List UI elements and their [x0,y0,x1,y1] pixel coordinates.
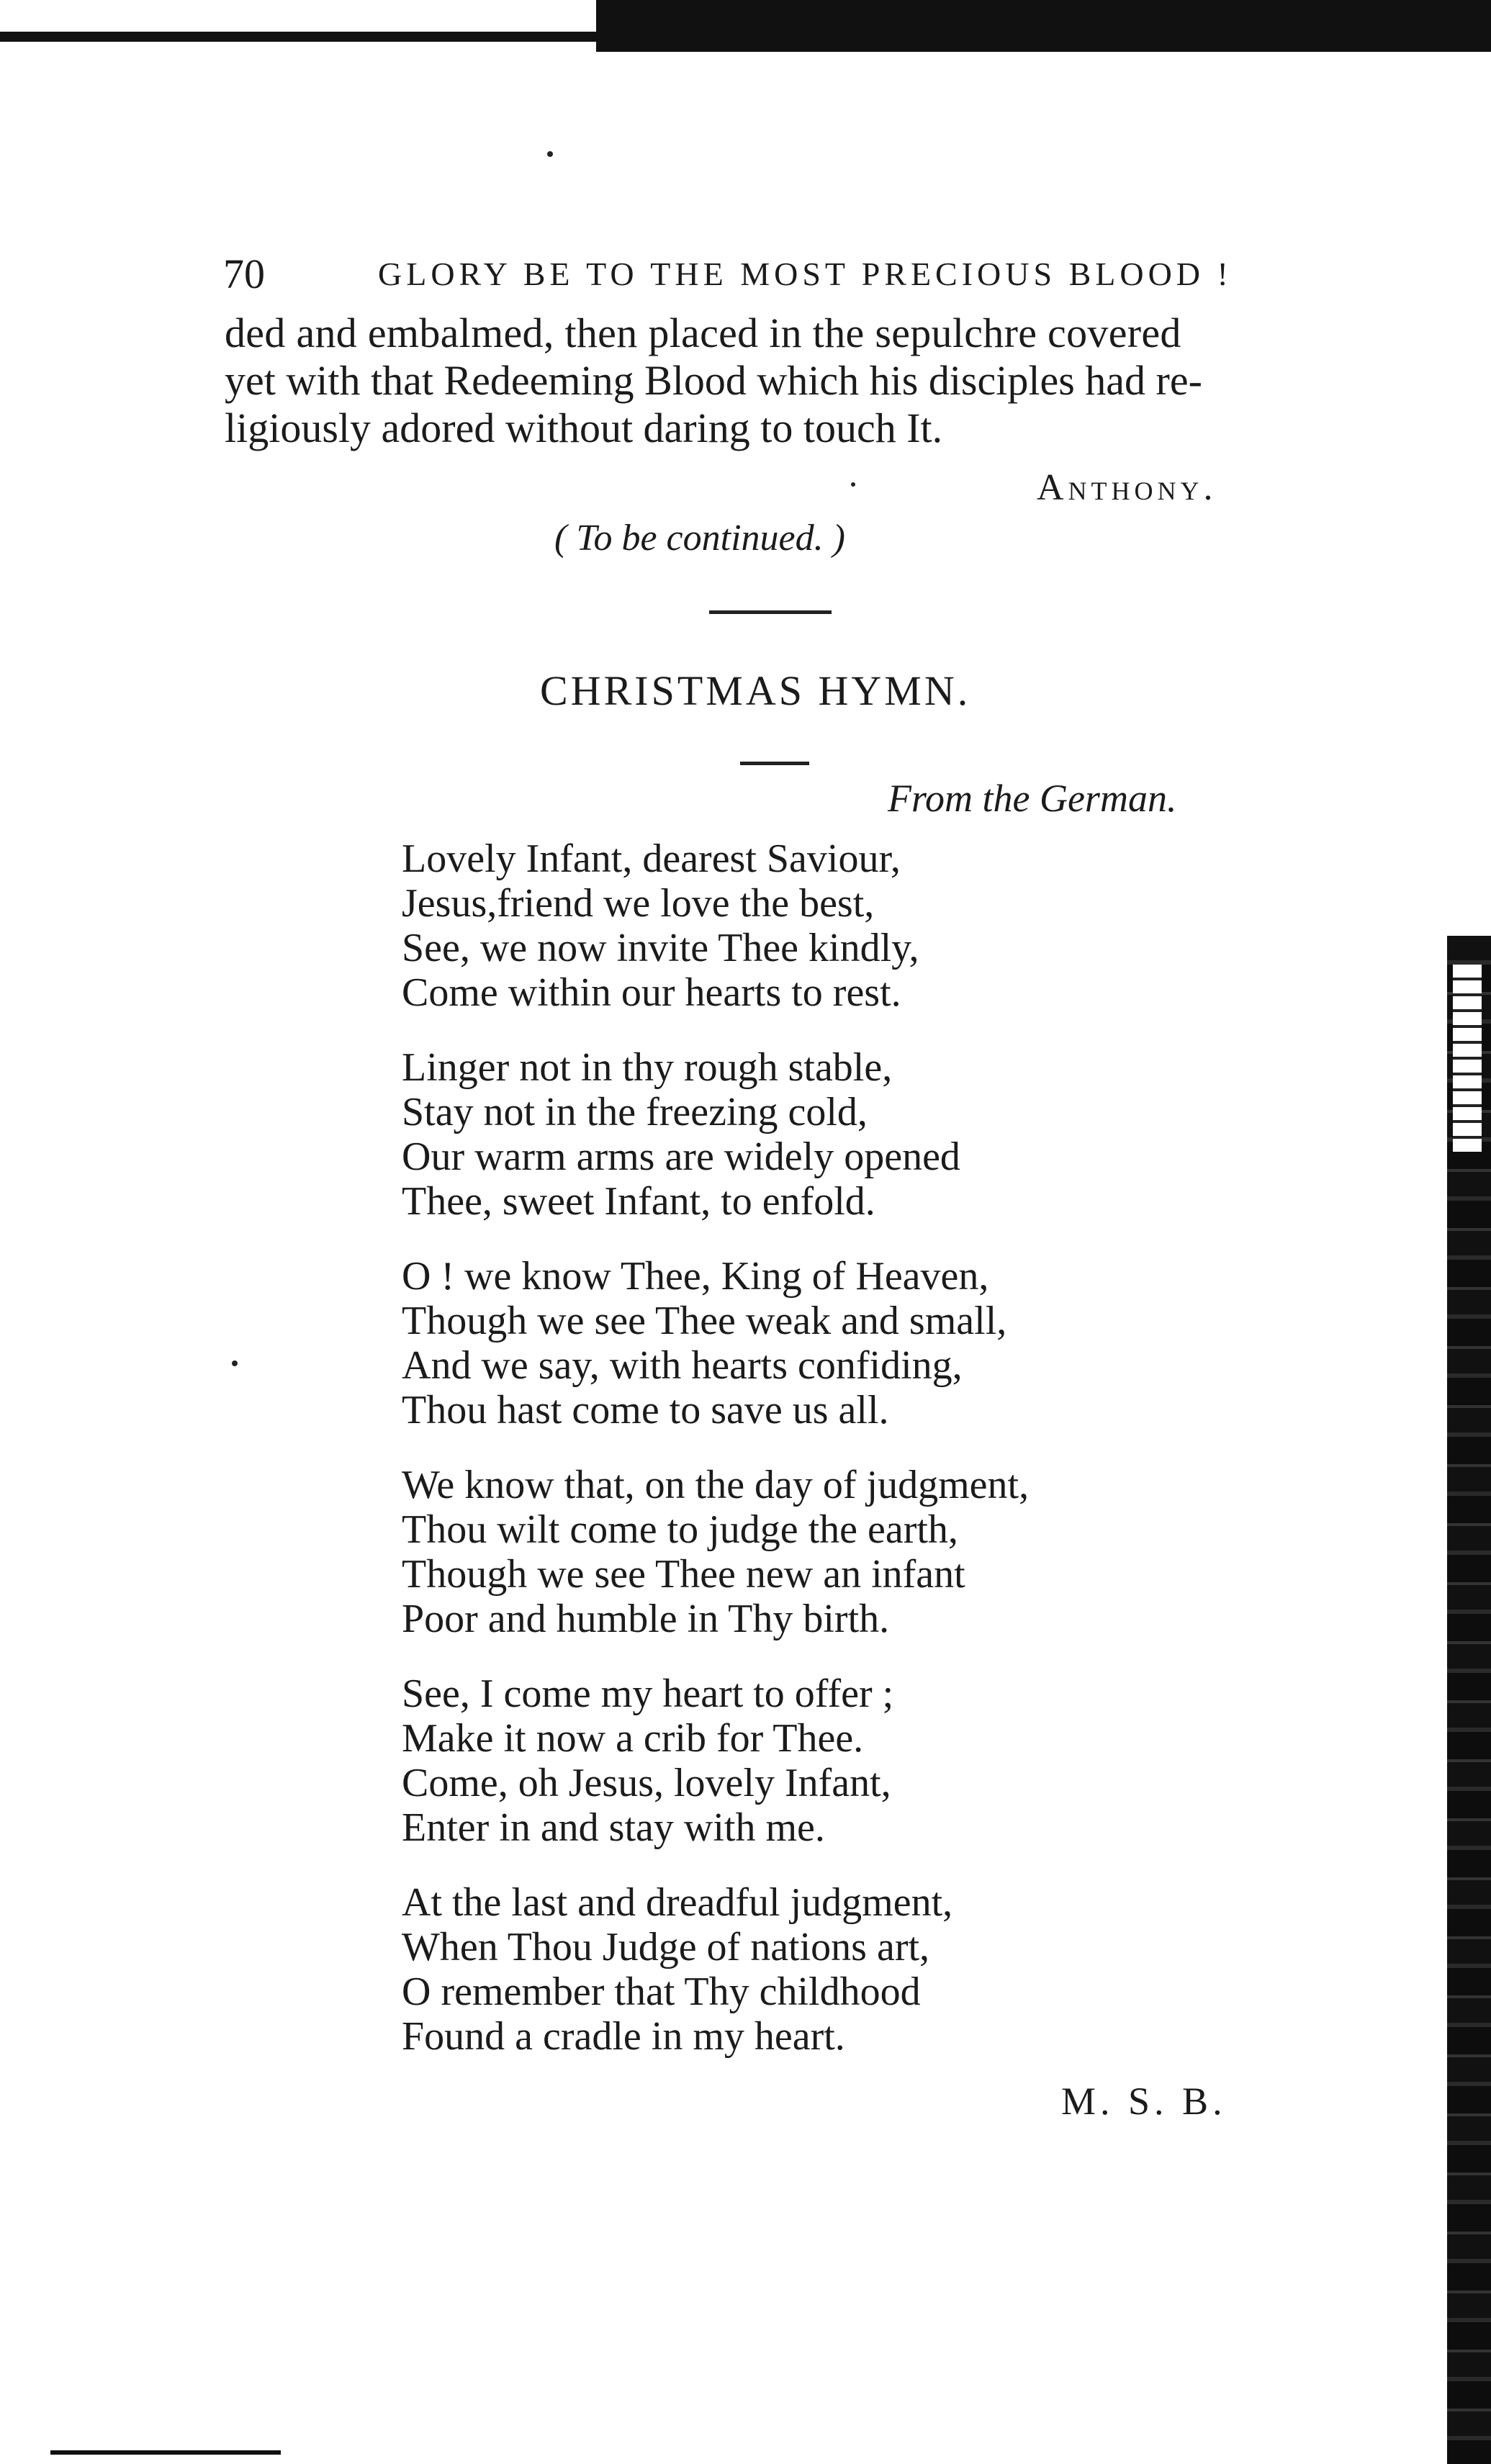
verse-line: Stay not in the freezing cold, [402,1090,868,1134]
verse-line: When Thou Judge of nations art, [402,1925,930,1969]
stanza-6 [402,1880,1266,2059]
verse-line: O remember that Thy childhood [402,1969,921,2014]
verse-line: Poor and humble in Thy birth. [402,1597,890,1641]
stanza-3 [402,1254,1266,1432]
ink-speck [547,151,553,157]
verse-line: Come within our hearts to rest. [402,970,901,1015]
bottom-border [50,2450,281,2455]
poem-body [402,836,1266,2089]
title-divider [740,762,809,765]
scan-edge-shadow [1447,936,1491,2464]
scan-edge-sparse [1453,965,1482,1152]
stanza-4 [402,1463,1266,1641]
verse-line: We know that, on the day of judgment, [402,1463,1030,1507]
verse-line: Though we see Thee weak and small, [402,1299,1007,1343]
verse-line: Come, oh Jesus, lovely Infant, [402,1761,891,1805]
prose-line: ded and embalmed, then placed in the sepulchre covered [225,310,1181,356]
verse-line: Enter in and stay with me. [402,1805,825,1850]
article-continuation [225,310,1341,452]
running-title: GLORY BE TO THE MOST PRECIOUS BLOOD ! [378,256,1233,292]
verse-line: Thou wilt come to judge the earth, [402,1507,958,1552]
verse-line: Jesus,friend we love the best, [402,881,875,926]
section-divider [709,610,832,614]
top-border-thin [0,32,598,42]
page-header [223,249,1231,299]
prose-line: yet with that Redeeming Blood which his disciples had re- [225,357,1202,404]
continued-note: ( To be continued. ) [554,518,845,559]
poem-signature: M. S. B. [1061,2080,1227,2123]
verse-line: And we say, with hearts confiding, [402,1343,963,1388]
verse-line: Linger not in thy rough stable, [402,1045,893,1090]
verse-line: O ! we know Thee, King of Heaven, [402,1254,989,1299]
verse-line: See, I come my heart to offer ; [402,1671,894,1716]
stanza-1 [402,836,1266,1015]
article-signature: Anthony. [1037,467,1217,508]
verse-line: See, we now invite Thee kindly, [402,926,919,970]
verse-line: At the last and dreadful judgment, [402,1880,953,1925]
verse-line: Found a cradle in my heart. [402,2014,845,2059]
verse-line: Thou hast come to save us all. [402,1388,889,1432]
poem-title: CHRISTMAS HYMN. [540,667,971,714]
prose-line: ligiously adored without daring to touch It. [225,405,943,451]
verse-line: Our warm arms are widely opened [402,1134,960,1179]
verse-line: Lovely Infant, dearest Saviour, [402,836,901,881]
verse-line: Though we see Thee new an infant [402,1552,965,1597]
stanza-5 [402,1671,1266,1850]
stanza-2 [402,1045,1266,1224]
top-border-thick [596,0,1491,52]
ink-speck [232,1360,238,1366]
verse-line: Thee, sweet Infant, to enfold. [402,1179,875,1224]
poem-source: From the German. [888,777,1177,820]
verse-line: Make it now a crib for Thee. [402,1716,864,1761]
page-number: 70 [223,251,265,297]
ink-speck [851,482,855,487]
